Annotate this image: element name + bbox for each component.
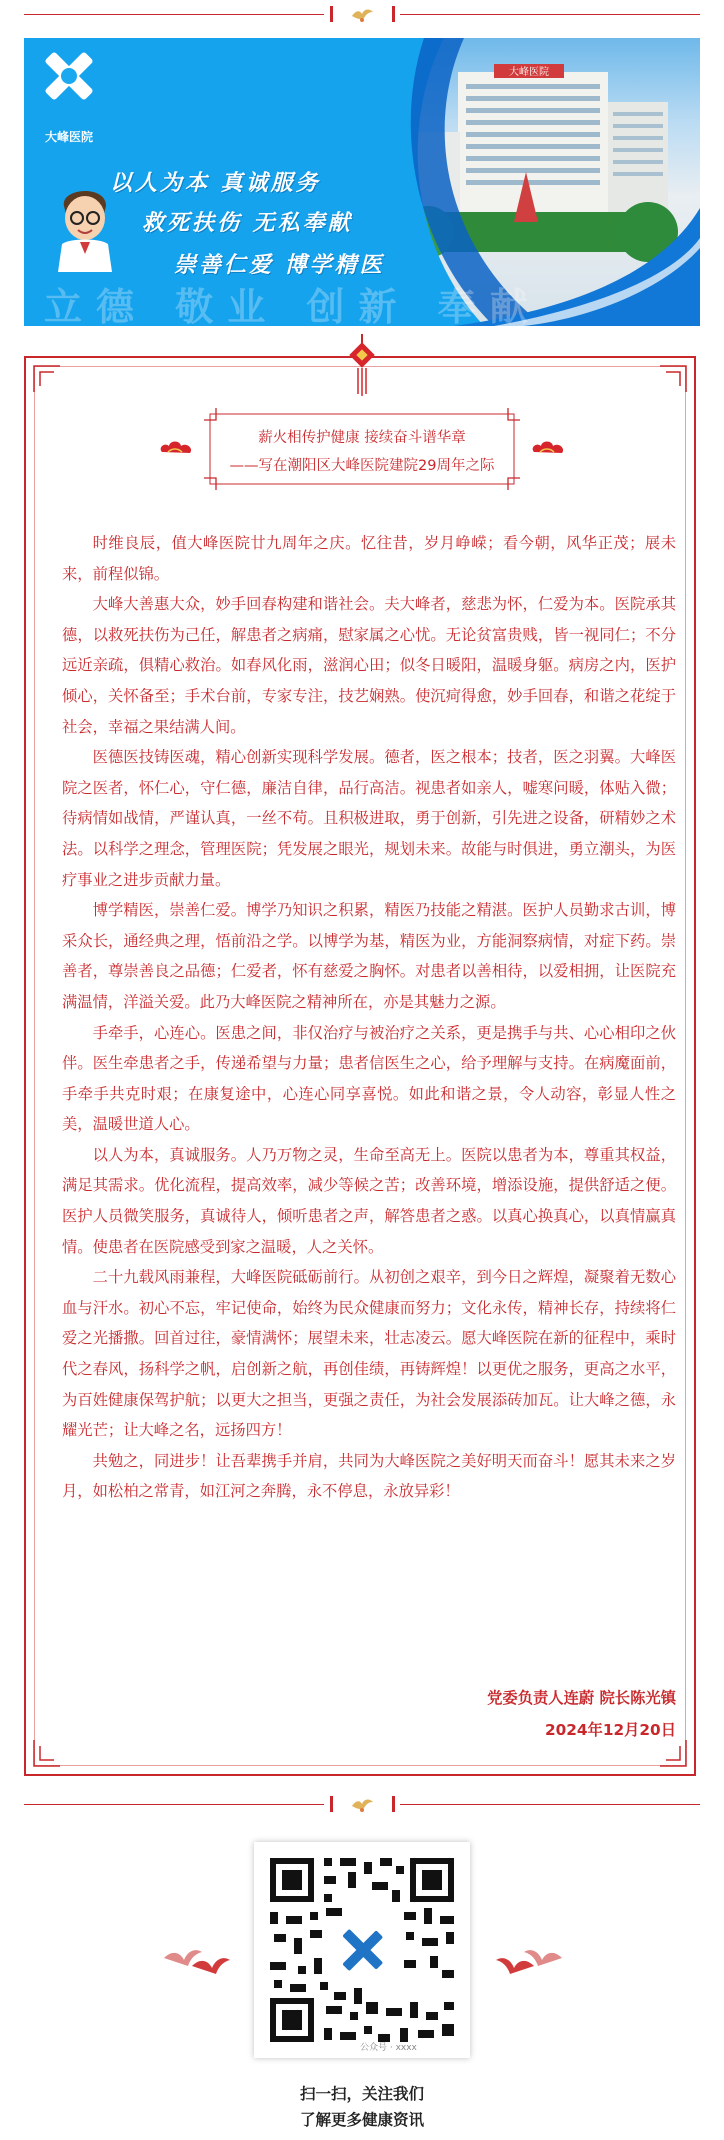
- chinese-knot-icon: [346, 334, 378, 396]
- slogan-line-1: 以人为本 真诚服务: [110, 170, 321, 196]
- slogan-line-3: 崇善仁爱 博学精医: [174, 252, 385, 278]
- top-divider: [0, 0, 724, 30]
- dove-ornament-icon: [348, 1790, 376, 1818]
- article-paragraph: 博学精医，崇善仁爱。博学乃知识之积累，精医乃技能之精湛。医护人员勤求古训，博采众长，通经典之理，悟前沿之学。以博学为基，精医为业，方能洞察病情，对症下药。崇善者，尊崇善良之品德；仁爱者，怀有慈爱之胸怀。对患者以善相待，以爱相拥，让医院充满温情，洋溢关爱。此乃大峰医院之精神所在，亦是其魅力之源。: [62, 901, 676, 1011]
- divider-line-right: [400, 1804, 700, 1805]
- article-date: 2024年12月20日: [544, 1721, 676, 1739]
- hospital-banner: [24, 38, 700, 326]
- slogan-line-2: 救死扶伤 无私奉献: [142, 210, 353, 236]
- corner-ornament-icon: [32, 364, 62, 394]
- article-subtitle: ——写在潮阳区大峰医院建院29周年之际: [229, 458, 495, 474]
- divider-line-right: [400, 14, 700, 15]
- qr-code-icon[interactable]: [254, 1842, 470, 2058]
- article-paragraph: 二十九载风雨兼程，大峰医院砥砺前行。从初创之艰辛，到今日之辉煌，凝聚着无数心血与汗水。初心不忘，牢记使命，始终为民众健康而努力；文化永传，精神长存，持续将仁爱之光播撒。回首过往，豪情满怀；展望未来，壮志凌云。愿大峰医院在新的征程中，乘时代之春风，扬科学之帆，启创新之航，再创佳绩，再铸辉煌！以更优之服务，更高之水平，为百姓健康保驾护航；以更大之担当，更强之责任，为社会发展添砖加瓦。让大峰之德，永耀光芒；让大峰之名，远扬四方！: [62, 1268, 676, 1440]
- corner-ornament-icon: [32, 1738, 62, 1768]
- divider-bar-left: [330, 1796, 333, 1812]
- follow-cta-line-2: 了解更多健康资讯: [299, 2111, 424, 2129]
- article-title: 薪火相传护健康 接续奋斗谱华章: [258, 430, 466, 446]
- divider-line-left: [24, 1804, 324, 1805]
- flying-birds-icon: [494, 1932, 564, 1982]
- logo-text: 大峰医院: [44, 130, 93, 144]
- bottom-divider: [0, 1790, 724, 1820]
- building-sign-text: 大峰医院: [509, 67, 549, 78]
- flying-birds-icon: [162, 1932, 232, 1982]
- article-title-box: [202, 408, 522, 490]
- article-signature: 党委负责人连蔚 院长陈光镇: [487, 1689, 676, 1707]
- follow-cta-line-1: 扫一扫，关注我们: [299, 2085, 424, 2103]
- corner-ornament-icon: [658, 1738, 688, 1768]
- corner-ornament-icon: [658, 364, 688, 394]
- auspicious-cloud-icon: [158, 438, 194, 460]
- article-paragraph: 医德医技铸医魂，精心创新实现科学发展。德者，医之根本；技者，医之羽翼。大峰医院之医者，怀仁心，守仁德，廉洁自律，品行高洁。视患者如亲人，嘘寒问暖，体贴入微；待病情如战情，严谨认真，一丝不苟。且积极进取，勇于创新，引先进之设备，研精妙之术法。以科学之理念，管理医院；凭发展之眼光，规划未来。故能与时俱进，勇立潮头，为医疗事业之进步贡献力量。: [62, 748, 676, 889]
- divider-bar-left: [330, 6, 333, 22]
- motto-watermark: 立德 敬业 创新 奉献: [44, 285, 542, 326]
- title-frame-icon: [202, 408, 522, 490]
- qr-watermark-caption: 公众号 · xxxx: [360, 2043, 417, 2053]
- hospital-logo-icon: [34, 42, 104, 120]
- article-paragraph: 以人为本，真诚服务。人乃万物之灵，生命至高无上。医院以患者为本，尊重其权益，满足其需求。优化流程，提高效率，减少等候之苦；改善环境，增添设施，提供舒适之便。医护人员微笑服务，真诚待人，倾听患者之声，解答患者之惑。以真心换真心，以真情赢真情。使患者在医院感受到家之温暖，人之关怀。: [62, 1145, 676, 1256]
- article-paragraph: 大峰大善惠大众，妙手回春构建和谐社会。夫大峰者，慈悲为怀，仁爱为本。医院承其德，以救死扶伤为己任，解患者之病痛，慰家属之心忧。无论贫富贵贱，皆一视同仁；不分远近亲疏，俱精心救治。如春风化雨，滋润心田；似冬日暖阳，温暖身躯。病房之内，医护倾心，关怀备至；手术台前，专家专注，技艺娴熟。使沉疴得愈，妙手回春，和谐之花绽于社会，幸福之果结满人间。: [62, 595, 676, 736]
- auspicious-cloud-icon: [530, 438, 566, 460]
- article-paragraph: 时维良辰，值大峰医院廿九周年之庆。忆往昔，岁月峥嵘；看今朝，风华正茂；展未来，前程似锦。: [62, 534, 676, 583]
- article-body: [62, 528, 676, 1507]
- article-paragraph: 共勉之，同进步！让吾辈携手并肩，共同为大峰医院之美好明天而奋斗！愿其未来之岁月，如松柏之常青，如江河之奔腾，永不停息，永放异彩！: [62, 1451, 676, 1501]
- dove-ornament-icon: [348, 0, 376, 28]
- article-paragraph: 手牵手，心连心。医患之间，非仅治疗与被治疗之关系，更是携手与共、心心相印之伙伴。医生牵患者之手，传递希望与力量；患者信医生之心，给予理解与支持。在病魔面前，手牵手共克时艰；在康复途中，心连心同享喜悦。如此和谐之景，令人动容，彰显人性之美，温暖世道人心。: [62, 1023, 676, 1134]
- divider-line-left: [24, 14, 324, 15]
- divider-bar-right: [392, 6, 395, 22]
- divider-bar-right: [392, 1796, 395, 1812]
- qr-code-card[interactable]: [254, 1842, 470, 2058]
